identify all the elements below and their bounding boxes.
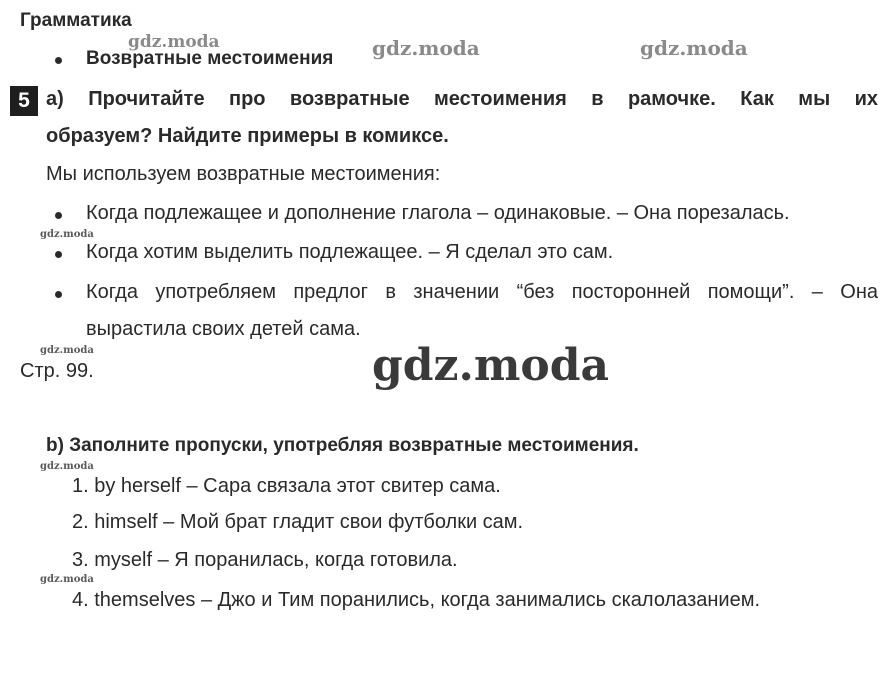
- task-number-badge: 5: [10, 86, 38, 116]
- rule-item-1: Когда подлежащее и дополнение глагола – одинаковые. – Она порезалась.: [86, 202, 790, 224]
- answer-item-1: 1. by herself – Сара связала этот свитер сама.: [72, 475, 501, 497]
- answer-item-2: 2. himself – Мой брат гладит свои футболки сам.: [72, 511, 524, 533]
- watermark: gdz.moda: [40, 461, 94, 472]
- bullet-icon: [55, 212, 62, 219]
- task-a-intro: Мы используем возвратные местоимения:: [46, 163, 441, 185]
- rule-item-3-line2: вырастила своих детей сама.: [86, 318, 361, 340]
- bullet-icon: [55, 251, 62, 258]
- watermark: gdz.moda: [372, 340, 610, 391]
- bullet-icon: [55, 57, 62, 64]
- page-reference: Стр. 99.: [20, 360, 94, 382]
- answer-item-4: 4. themselves – Джо и Тим поранились, когда занимались скалолазанием.: [72, 589, 761, 611]
- topic-title: Возвратные местоимения: [86, 48, 334, 69]
- task-a-question-line1: а) Прочитайте про возвратные местоимения в рамочке. Как мы их: [46, 88, 878, 110]
- watermark: gdz.moda: [640, 36, 748, 60]
- watermark: gdz.moda: [128, 32, 220, 52]
- task-b-heading: b) Заполните пропуски, употребляя возвратные местоимения.: [46, 435, 639, 456]
- watermark: gdz.moda: [40, 345, 94, 356]
- bullet-icon: [55, 291, 62, 298]
- watermark: gdz.moda: [40, 229, 94, 240]
- watermark: gdz.moda: [372, 36, 480, 60]
- rule-item-2: Когда хотим выделить подлежащее. – Я сделал это сам.: [86, 241, 614, 263]
- task-a-question-line2: образуем? Найдите примеры в комиксе.: [46, 125, 449, 147]
- watermark: gdz.moda: [40, 574, 94, 585]
- answer-item-3: 3. myself – Я поранилась, когда готовила.: [72, 549, 458, 571]
- section-title: Грамматика: [20, 10, 132, 31]
- rule-item-3-line1: Когда употребляем предлог в значении “без посторонней помощи”. – Она: [86, 281, 878, 303]
